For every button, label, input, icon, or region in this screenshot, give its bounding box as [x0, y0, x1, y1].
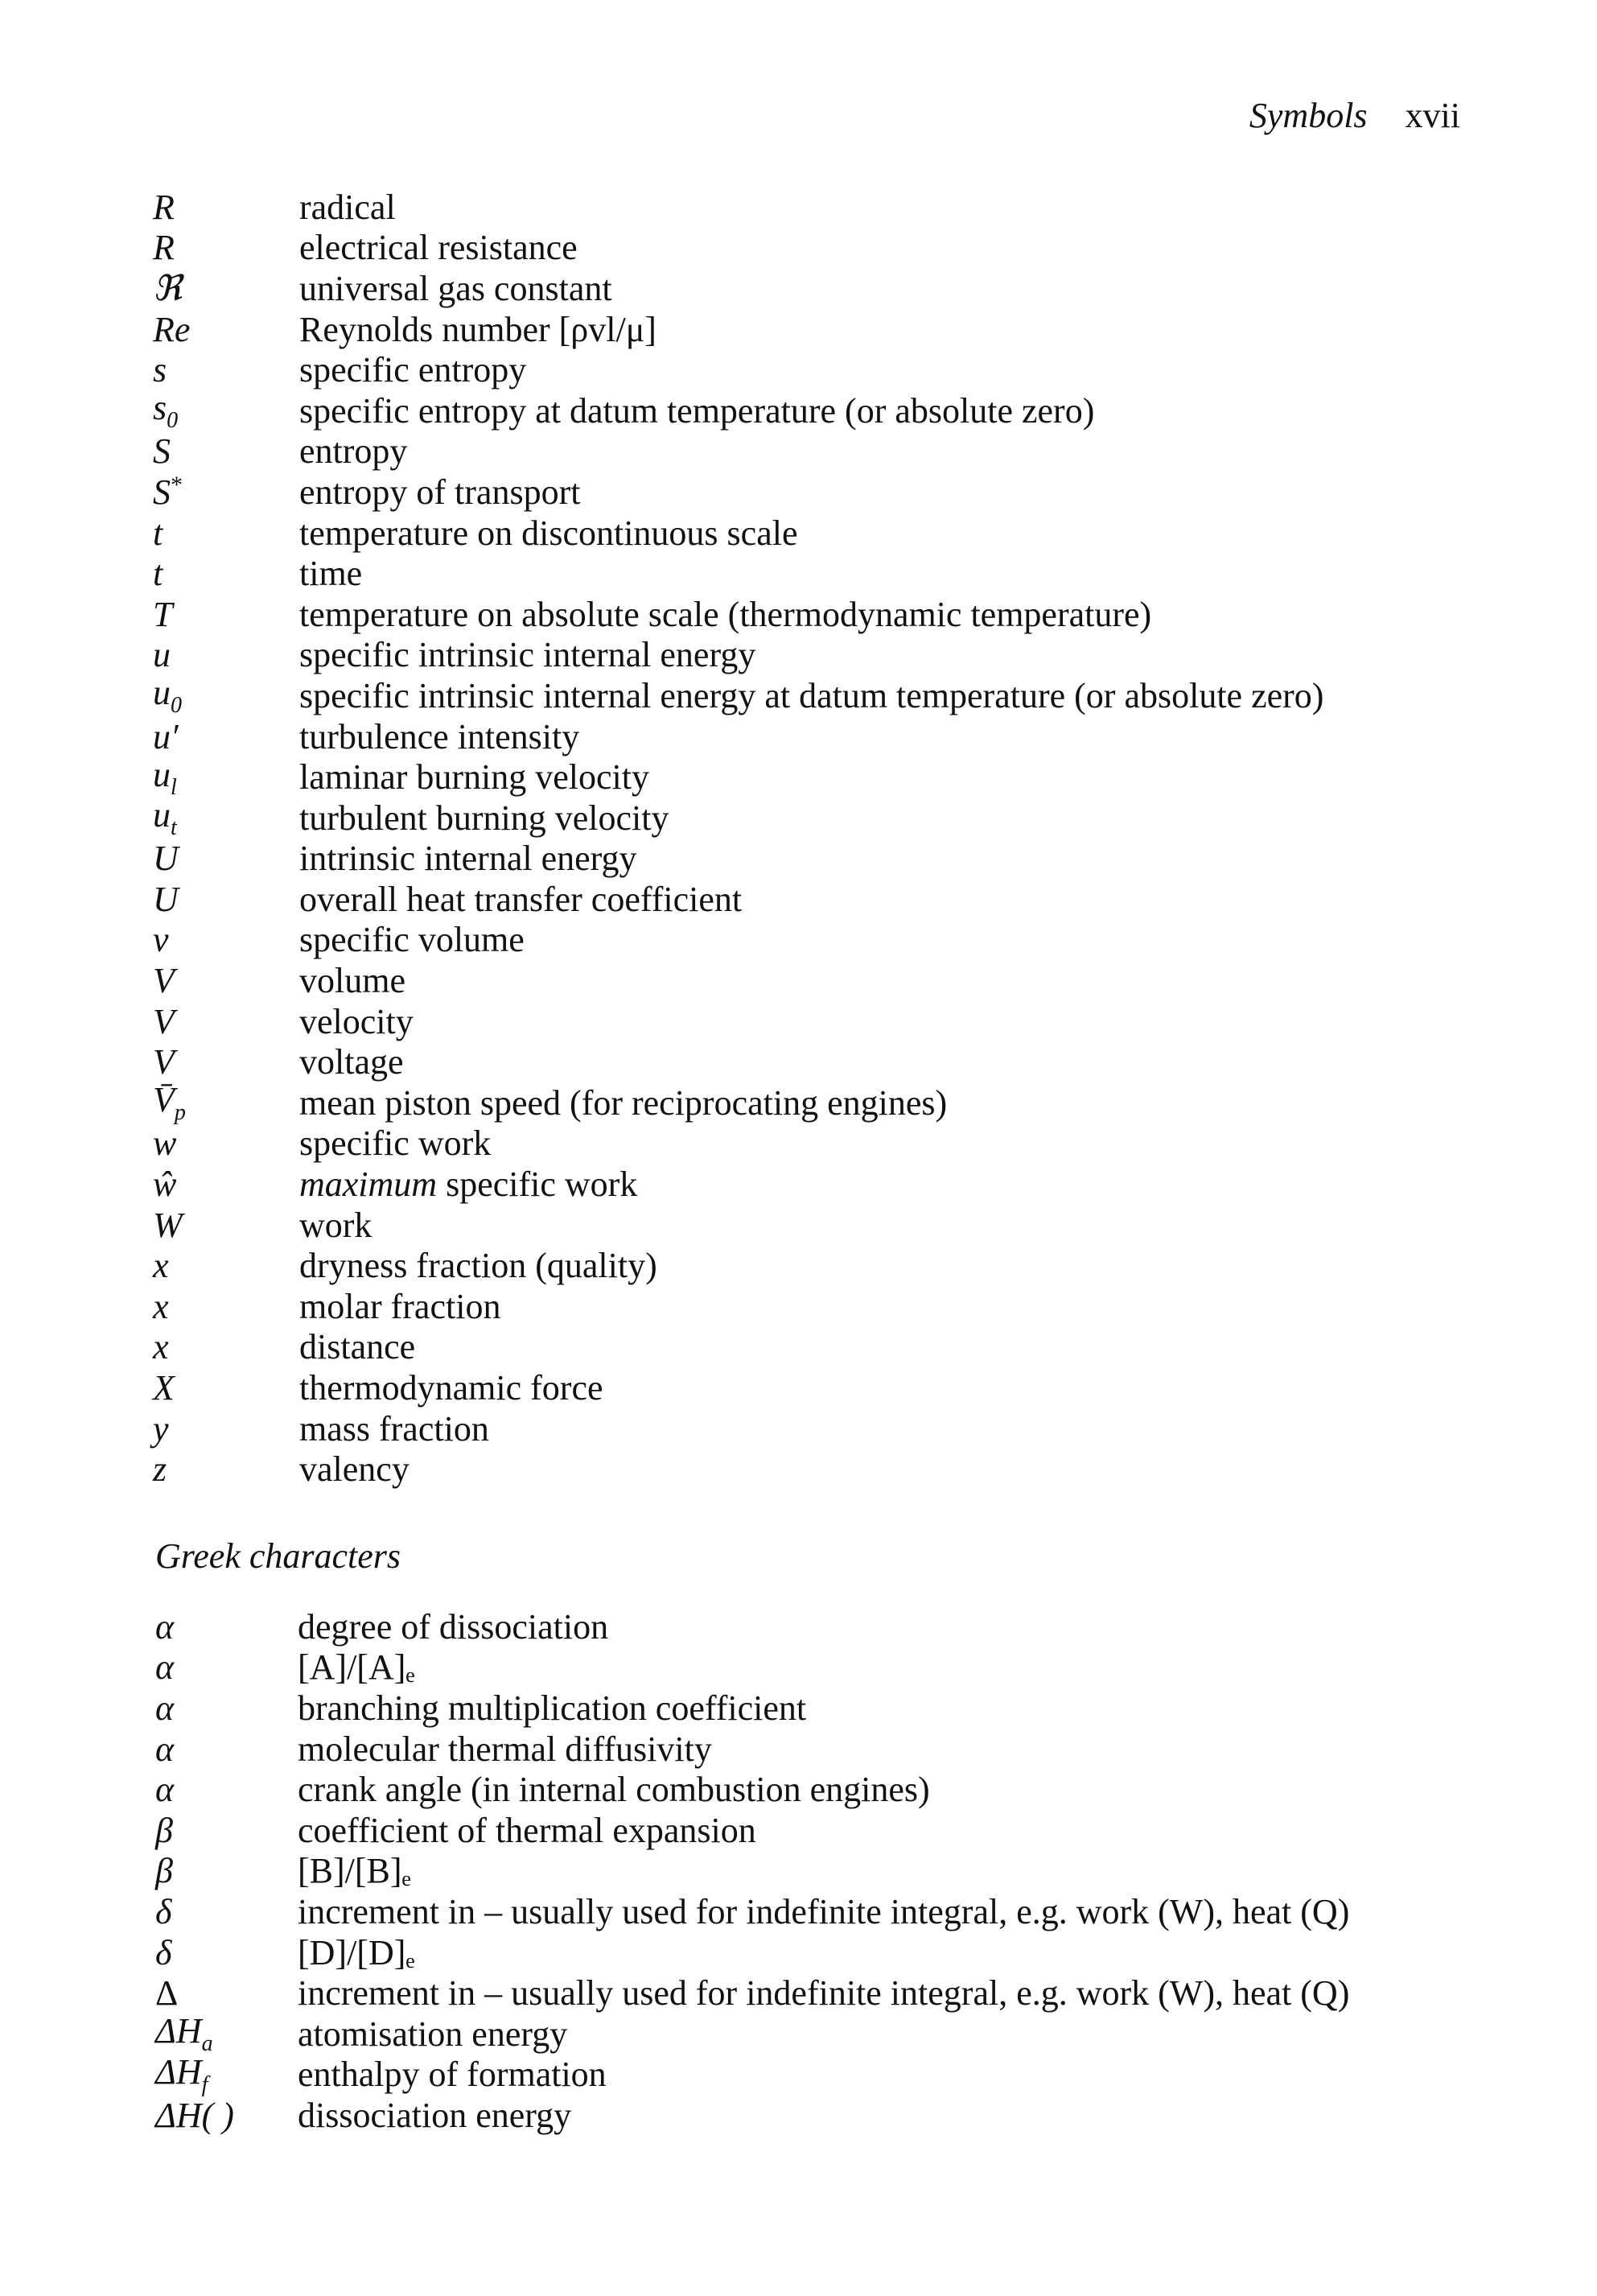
symbol-description	[298, 1606, 1483, 1647]
description-text: specific work	[299, 1123, 492, 1164]
symbol-subscript: 0	[171, 693, 182, 719]
symbol-main: v	[153, 920, 169, 960]
symbol-entry	[155, 1972, 1483, 2014]
page-number: xvii	[1405, 96, 1460, 135]
symbol-description	[299, 1449, 1480, 1490]
symbol-description	[299, 1082, 1480, 1123]
symbol	[153, 472, 299, 513]
description-text: voltage	[299, 1042, 404, 1082]
symbol-main: u	[153, 795, 171, 835]
symbol	[153, 919, 299, 960]
symbol-main: V	[153, 961, 175, 1001]
symbol	[155, 1606, 298, 1647]
symbol	[153, 513, 299, 554]
description-text: time	[299, 554, 363, 594]
symbol-entry	[153, 1449, 1480, 1490]
symbol-entry	[155, 2051, 1483, 2097]
symbol-main: V	[153, 1042, 175, 1082]
symbol-description	[299, 919, 1480, 960]
symbol-description	[299, 634, 1480, 675]
symbol	[153, 431, 299, 472]
symbol-entry	[153, 228, 1480, 269]
symbol-description	[298, 1891, 1483, 1932]
symbol-subscript: a	[201, 2031, 213, 2057]
description-text: turbulent burning velocity	[299, 798, 669, 838]
symbol-entry	[153, 472, 1480, 513]
symbol-entry	[155, 1932, 1483, 1973]
symbol-entry	[153, 673, 1480, 719]
symbol-description	[299, 431, 1480, 472]
description-text: volume	[299, 961, 405, 1001]
symbol-description	[298, 1972, 1483, 2014]
description-emphasis: maximum	[299, 1164, 438, 1205]
description-text: velocity	[299, 1001, 414, 1041]
description-text: specific intrinsic internal energy	[299, 635, 756, 675]
description-text: mean piston speed (for reciprocating engines)	[299, 1082, 948, 1123]
symbol-entry	[153, 1041, 1480, 1082]
symbol-entry	[153, 1327, 1480, 1368]
symbol-entry	[153, 1408, 1480, 1449]
description-text: specific entropy at datum temperature (or absolute zero)	[299, 390, 1095, 431]
symbol-main: α	[155, 1647, 175, 1688]
symbol-entry	[153, 756, 1480, 798]
symbol	[153, 1079, 299, 1126]
symbol-main: u	[153, 673, 171, 713]
symbol-main: y	[153, 1408, 169, 1449]
description-text: increment in – usually used for indefinite integral, e.g. work (W), heat (Q)	[298, 1973, 1350, 2014]
symbol-main: x	[153, 1327, 169, 1367]
symbol-description	[298, 1729, 1483, 1770]
description-text: universal gas constant	[299, 268, 612, 308]
symbol-main: S	[153, 431, 171, 472]
symbol	[153, 716, 299, 757]
description-text: specific work	[437, 1164, 638, 1205]
symbol-description	[299, 798, 1480, 839]
symbol-description	[298, 1932, 1483, 1973]
description-text: overall heat transfer coefficient	[299, 879, 743, 919]
symbol-main: s	[153, 350, 167, 390]
symbol-main: u	[153, 635, 171, 675]
symbol-main: S	[153, 472, 171, 512]
symbol-description	[298, 2014, 1483, 2055]
symbol-description	[299, 1123, 1480, 1164]
symbol-entry	[153, 960, 1480, 1001]
symbol-description	[298, 1647, 1483, 1688]
symbol-entry	[153, 349, 1480, 390]
symbol-main: U	[153, 879, 179, 919]
symbol-description	[299, 1286, 1480, 1327]
symbol-description	[299, 1205, 1480, 1246]
symbol-entry	[153, 635, 1480, 676]
symbol-entry	[155, 1810, 1483, 1851]
description-text: coefficient of thermal expansion	[298, 1810, 756, 1850]
symbol	[153, 634, 299, 675]
symbol-entry	[153, 1367, 1480, 1408]
description-text: specific intrinsic internal energy at datum temperature (or absolute zero)	[299, 675, 1324, 715]
symbol-description	[299, 879, 1480, 920]
description-text: Reynolds number [ρvl/μ]	[299, 309, 656, 349]
symbol-description	[299, 1001, 1480, 1042]
symbol-main: α	[155, 1770, 175, 1810]
symbol	[153, 553, 299, 594]
description-text: work	[299, 1205, 372, 1245]
description-text: [D]/[D]ₑ	[298, 1932, 415, 1972]
symbol-description	[299, 675, 1480, 716]
symbol-entry	[153, 309, 1480, 350]
symbol-main: t	[153, 513, 163, 553]
symbol-main: Re	[153, 309, 191, 349]
symbol	[153, 1001, 299, 1042]
greek-characters-heading: Greek characters	[155, 1536, 401, 1576]
description-text: atomisation energy	[298, 2014, 568, 2054]
symbol-description	[299, 472, 1480, 513]
symbol-main: u	[153, 754, 171, 794]
description-text: electrical resistance	[299, 228, 578, 268]
symbol-description	[299, 268, 1480, 309]
description-text: intrinsic internal energy	[299, 839, 637, 879]
description-text: laminar burning velocity	[299, 757, 649, 798]
symbol-main: α	[155, 1688, 175, 1728]
description-text: specific entropy	[299, 350, 527, 390]
symbol	[153, 1449, 299, 1490]
symbol-entry	[153, 268, 1480, 309]
description-text: distance	[299, 1327, 416, 1367]
symbol-description	[299, 838, 1480, 879]
symbol	[153, 960, 299, 1001]
symbol-main: x	[153, 1246, 169, 1286]
symbol-main: u′	[153, 716, 179, 756]
symbol	[153, 1408, 299, 1449]
symbol-main: X	[153, 1368, 175, 1408]
symbol-description	[299, 1367, 1480, 1408]
symbol-subscript: t	[171, 815, 177, 841]
symbol-main: δ	[155, 1932, 172, 1972]
symbol-main: ΔH	[155, 2011, 202, 2051]
symbol-main: w	[153, 1123, 177, 1164]
symbol-main: ΔH	[155, 2051, 202, 2092]
symbol-entry	[153, 431, 1480, 472]
symbol-main: T	[153, 594, 173, 634]
symbol	[155, 1932, 298, 1973]
symbol-main: R	[153, 228, 175, 268]
latin-symbols-list	[153, 187, 1480, 1490]
symbol	[153, 349, 299, 390]
symbol-entry	[153, 879, 1480, 920]
symbol-description	[299, 513, 1480, 554]
symbol-description	[299, 716, 1480, 757]
symbol-description	[299, 756, 1480, 798]
running-header	[1249, 95, 1460, 136]
symbol-main: V	[153, 1001, 175, 1041]
description-text: degree of dissociation	[298, 1606, 609, 1647]
description-text: increment in – usually used for indefinite integral, e.g. work (W), heat (Q)	[298, 1891, 1350, 1931]
symbol-entry	[155, 1851, 1483, 1892]
symbol-description	[299, 1245, 1480, 1286]
description-text: dryness fraction (quality)	[299, 1246, 657, 1286]
description-text: dissociation energy	[298, 2095, 572, 2135]
description-text: crank angle (in internal combustion engines)	[298, 1770, 930, 1810]
symbol	[155, 1729, 298, 1770]
symbol-main: ŵ	[153, 1164, 177, 1205]
description-text: molecular thermal diffusivity	[298, 1729, 712, 1769]
symbol-main: W	[153, 1205, 183, 1245]
symbol	[153, 1286, 299, 1327]
symbol-main: ℜ	[153, 268, 182, 308]
symbol-main: z	[153, 1449, 167, 1490]
symbol-entry	[153, 388, 1480, 434]
symbol-description	[299, 227, 1480, 268]
symbol-main: δ	[155, 1891, 172, 1931]
symbol-entry	[153, 1245, 1480, 1286]
symbol-main: Δ	[155, 1973, 179, 2014]
symbol	[153, 1123, 299, 1164]
symbol	[155, 2095, 298, 2136]
description-text: mass fraction	[299, 1408, 489, 1449]
symbol	[153, 309, 299, 350]
symbol-main: V̄	[153, 1080, 175, 1120]
symbol	[153, 1041, 299, 1082]
symbol-main: α	[155, 1729, 175, 1769]
symbol	[153, 1326, 299, 1367]
symbol	[155, 1850, 298, 1891]
greek-symbols-list	[155, 1606, 1483, 2136]
symbol-superscript: *	[171, 471, 183, 498]
symbol-main: α	[155, 1606, 175, 1647]
symbol	[153, 594, 299, 635]
description-text: molar fraction	[299, 1286, 501, 1326]
description-text: entropy of transport	[299, 472, 581, 512]
symbol-description	[299, 349, 1480, 390]
symbol	[153, 794, 299, 841]
symbol-entry	[155, 1891, 1483, 1932]
symbol	[155, 2010, 298, 2057]
symbol	[153, 754, 299, 801]
symbol-description	[299, 1408, 1480, 1449]
symbol	[155, 1891, 298, 1932]
description-text: [A]/[A]ₑ	[298, 1647, 415, 1688]
symbol	[153, 187, 299, 228]
symbol	[155, 1647, 298, 1688]
symbol	[153, 1245, 299, 1286]
symbol-entry	[153, 1164, 1480, 1205]
symbol-entry	[153, 1205, 1480, 1246]
symbol-entry	[153, 1080, 1480, 1126]
symbol	[155, 1688, 298, 1729]
symbol-entry	[155, 1647, 1483, 1688]
description-text: radical	[299, 187, 396, 227]
symbol-description	[299, 1326, 1480, 1367]
symbol-description	[298, 1688, 1483, 1729]
symbol-entry	[153, 1123, 1480, 1164]
symbol	[155, 2051, 298, 2098]
symbol-main: x	[153, 1286, 169, 1326]
description-text: turbulence intensity	[299, 716, 580, 756]
symbol-description	[298, 1810, 1483, 1851]
symbol	[153, 672, 299, 719]
symbol-entry	[155, 2095, 1483, 2136]
symbol-description	[299, 960, 1480, 1001]
symbol-description	[298, 1769, 1483, 1810]
symbol-main: U	[153, 839, 179, 879]
symbol-entry	[155, 1606, 1483, 1647]
description-text: temperature on discontinuous scale	[299, 513, 798, 553]
symbol-entry	[153, 1286, 1480, 1327]
symbol-subscript: l	[171, 774, 177, 800]
symbol-entry	[155, 1729, 1483, 1770]
running-header-section: Symbols	[1249, 96, 1368, 135]
symbol-subscript: f	[201, 2071, 208, 2097]
symbol	[153, 227, 299, 268]
description-text: [B]/[B]ₑ	[298, 1851, 411, 1891]
symbol-entry	[153, 920, 1480, 961]
symbol-entry	[153, 716, 1480, 757]
description-text: branching multiplication coefficient	[298, 1688, 807, 1728]
symbol-entry	[153, 513, 1480, 554]
symbol	[153, 1205, 299, 1246]
symbol	[153, 387, 299, 434]
symbol	[153, 879, 299, 920]
description-text: thermodynamic force	[299, 1368, 603, 1408]
description-text: enthalpy of formation	[298, 2055, 607, 2095]
symbol-entry	[155, 2011, 1483, 2057]
symbol-description	[298, 1850, 1483, 1891]
symbol-main: s	[153, 388, 167, 428]
symbol-main: R	[153, 187, 175, 227]
symbol-entry	[153, 839, 1480, 880]
symbol	[153, 1367, 299, 1408]
symbol-description	[299, 1164, 1480, 1205]
symbol-main: β	[155, 1810, 173, 1850]
symbol-main: β	[155, 1851, 173, 1891]
symbol-description	[299, 309, 1480, 350]
symbol-description	[299, 1041, 1480, 1082]
symbol-entry	[153, 187, 1480, 228]
symbol	[153, 268, 299, 309]
description-text: temperature on absolute scale (thermodynamic temperature)	[299, 594, 1152, 634]
symbol	[153, 838, 299, 879]
symbol	[153, 1164, 299, 1205]
symbol-main: ΔH( )	[155, 2095, 234, 2135]
symbol-description	[299, 187, 1480, 228]
symbol-subscript: p	[174, 1100, 186, 1126]
symbol-description	[299, 390, 1480, 431]
symbol-description	[299, 594, 1480, 635]
description-text: valency	[299, 1449, 410, 1490]
symbol	[155, 1769, 298, 1810]
symbol-entry	[155, 1688, 1483, 1729]
symbol-entry	[153, 594, 1480, 635]
symbol-description	[298, 2095, 1483, 2136]
symbol	[155, 1972, 298, 2014]
symbol-entry	[153, 795, 1480, 841]
symbol	[155, 1810, 298, 1851]
symbol-description	[298, 2054, 1483, 2095]
symbol-main: t	[153, 554, 163, 594]
symbol-entry	[155, 1769, 1483, 1810]
description-text: entropy	[299, 431, 408, 472]
symbol-entry	[153, 553, 1480, 594]
description-text: specific volume	[299, 920, 525, 960]
symbol-entry	[153, 1001, 1480, 1042]
symbol-description	[299, 553, 1480, 594]
symbol-subscript: 0	[167, 408, 179, 434]
